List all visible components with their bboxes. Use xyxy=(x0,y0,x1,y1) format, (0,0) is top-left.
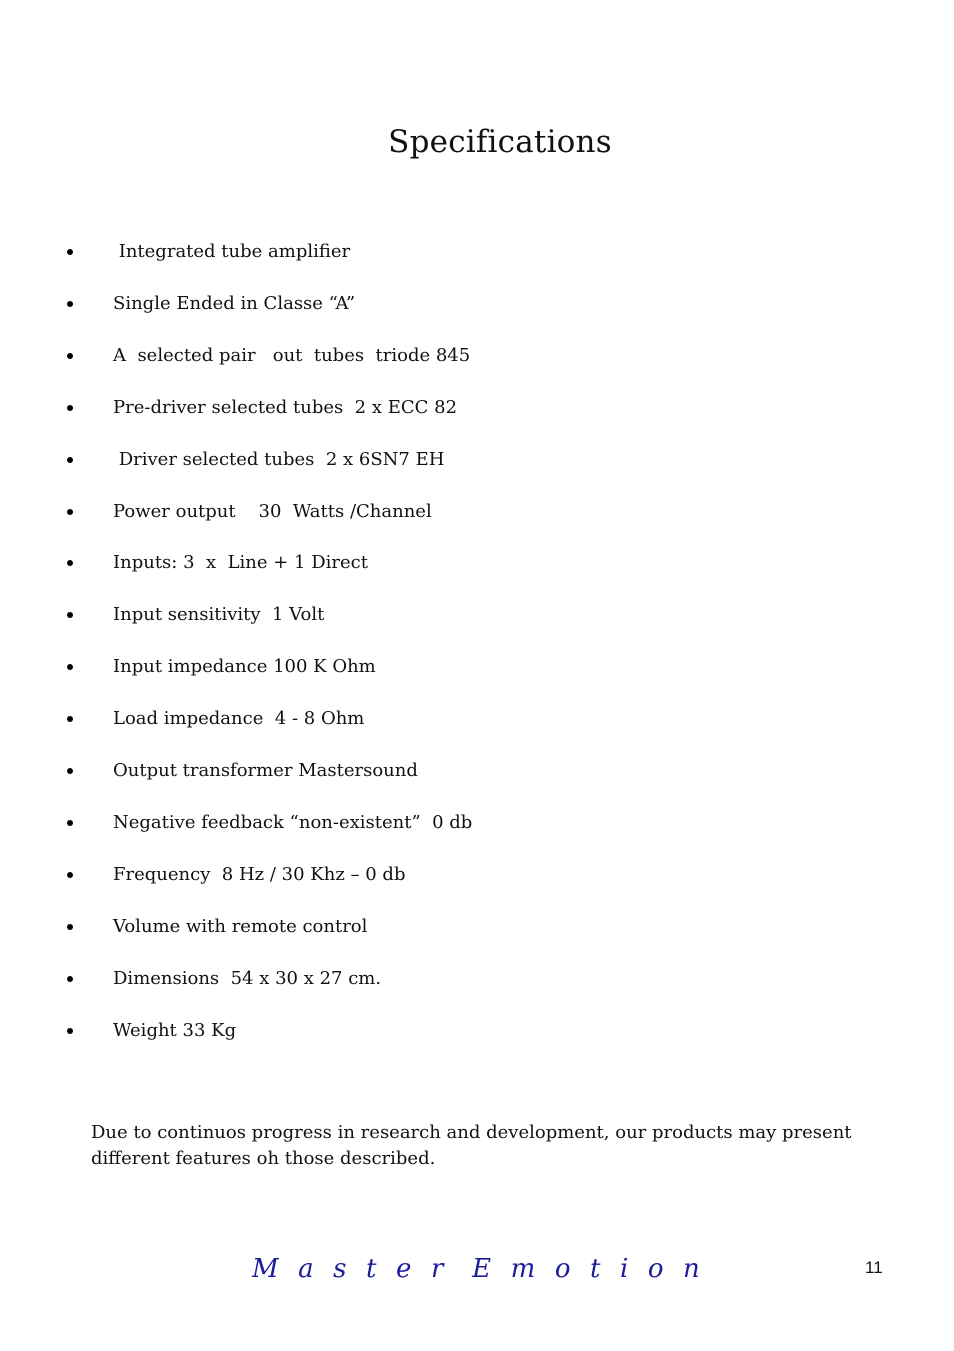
spec-text: Weight 33 Kg xyxy=(113,1020,237,1041)
spec-text: Volume with remote control xyxy=(113,916,368,937)
bullet-icon xyxy=(67,716,73,722)
bullet-icon xyxy=(67,768,73,774)
list-item xyxy=(0,963,700,995)
brand-signature: M a s t e r E m o t i o n xyxy=(252,1254,701,1284)
list-item xyxy=(0,444,700,476)
spec-text: A selected pair out tubes triode 845 xyxy=(113,345,471,366)
list-item xyxy=(0,651,700,683)
spec-text: Inputs: 3 x Line + 1 Direct xyxy=(113,552,368,573)
spec-text: Input impedance 100 K Ohm xyxy=(113,656,376,677)
spec-text: Pre-driver selected tubes 2 x ECC 82 xyxy=(113,397,458,418)
list-item xyxy=(0,703,700,735)
spec-text: Frequency 8 Hz / 30 Khz – 0 db xyxy=(113,864,406,885)
spec-text: Driver selected tubes 2 x 6SN7 EH xyxy=(113,449,445,470)
bullet-icon xyxy=(67,457,73,463)
spec-text: Input sensitivity 1 Volt xyxy=(113,604,325,625)
list-item xyxy=(0,392,700,424)
spec-text: Negative feedback “non-existent” 0 db xyxy=(113,812,473,833)
spec-text: Load impedance 4 - 8 Ohm xyxy=(113,708,365,729)
list-item xyxy=(0,547,700,579)
list-item xyxy=(0,496,700,528)
spec-text: Power output 30 Watts /Channel xyxy=(113,501,432,522)
bullet-icon xyxy=(67,924,73,930)
disclaimer-paragraph: Due to continuos progress in research and development, our products may present different features oh those described. xyxy=(91,1122,852,1169)
list-item xyxy=(0,599,700,631)
bullet-icon xyxy=(67,509,73,515)
bullet-icon xyxy=(67,612,73,618)
spec-text: Output transformer Mastersound xyxy=(113,760,418,781)
list-item xyxy=(0,288,700,320)
bullet-icon xyxy=(67,820,73,826)
list-item xyxy=(0,911,700,943)
list-item xyxy=(0,755,700,787)
list-item xyxy=(0,236,700,268)
page-title: Specifications xyxy=(388,124,612,160)
spec-text: Integrated tube amplifier xyxy=(113,241,351,262)
list-item xyxy=(0,340,700,372)
bullet-icon xyxy=(67,249,73,255)
list-item xyxy=(0,859,700,891)
bullet-icon xyxy=(67,560,73,566)
bullet-icon xyxy=(67,353,73,359)
list-item xyxy=(0,1015,700,1047)
bullet-icon xyxy=(67,664,73,670)
bullet-icon xyxy=(67,976,73,982)
spec-text: Dimensions 54 x 30 x 27 cm. xyxy=(113,968,382,989)
page-number: 11 xyxy=(865,1258,883,1277)
bullet-icon xyxy=(67,301,73,307)
bullet-icon xyxy=(67,1028,73,1034)
spec-text: Single Ended in Classe “A” xyxy=(113,293,356,314)
bullet-icon xyxy=(67,405,73,411)
bullet-icon xyxy=(67,872,73,878)
list-item xyxy=(0,807,700,839)
